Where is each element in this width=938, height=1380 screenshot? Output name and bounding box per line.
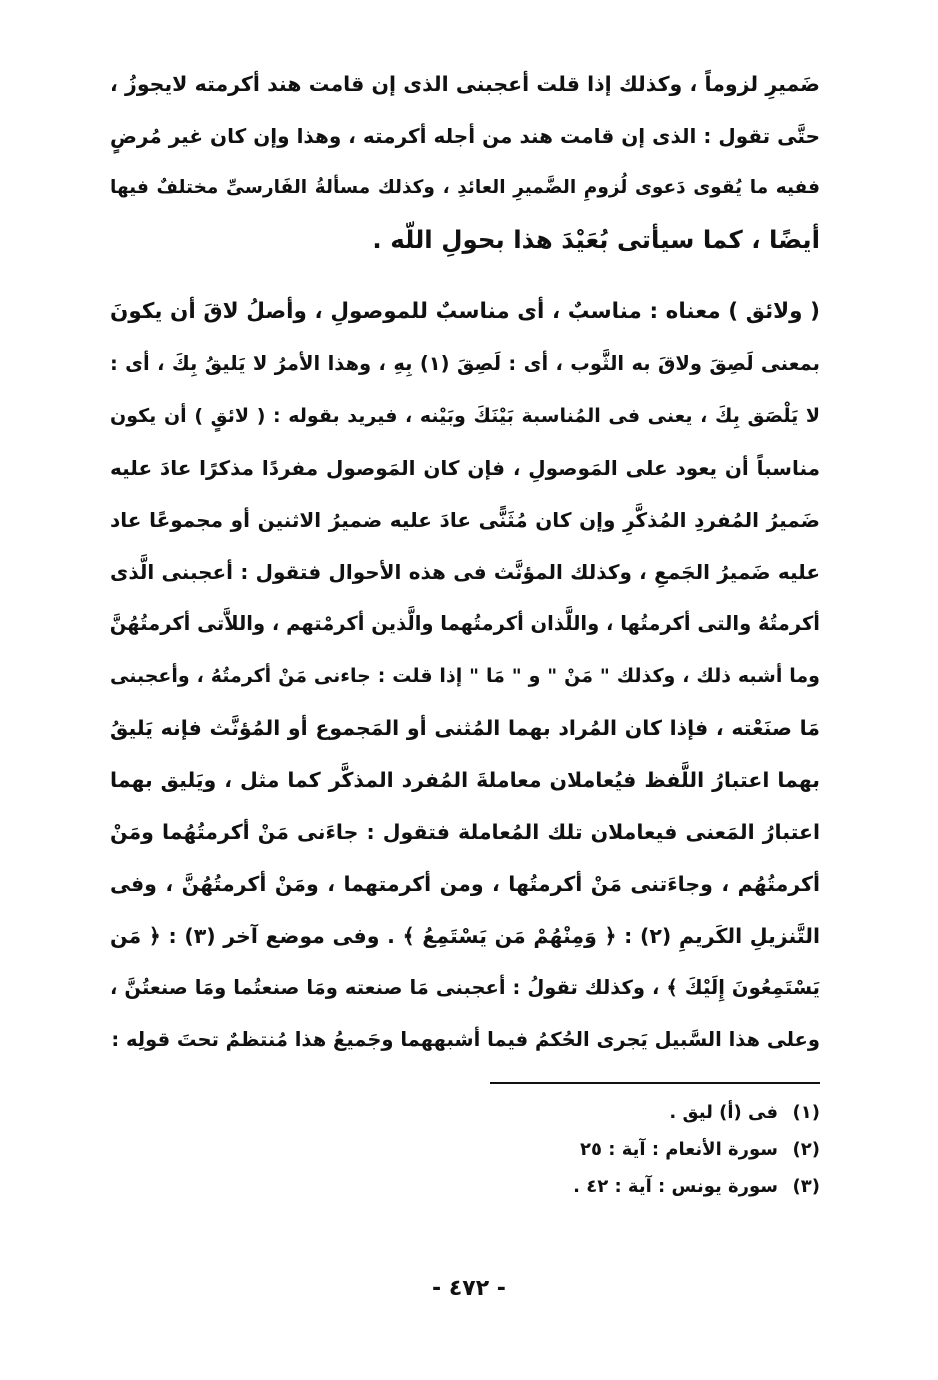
footnote-number: (٢) — [792, 1139, 820, 1160]
text-line: ضَميرِ لزوماً ، وكذلك إذا قلت أعجبنى الذى إن قامت هند أكرمته لايجوزُ ، — [110, 72, 820, 96]
footnote — [320, 1094, 820, 1131]
text-line: أكرمتُهُ والتى أكرمتُها ، واللَّذان أكرمتُهما والَّذين أكرمْتهم ، واللاَّتى أكرمتُهُنَّ — [109, 612, 820, 635]
text-line: ففيه ما يُقوى دَعوى لُزومِ الضَّميرِ العائدِ ، وكذلك مسألةُ الفَارسىِّ مختلفٌ فيها — [110, 177, 820, 198]
footnote-number: (١) — [792, 1102, 820, 1123]
footnote-text: سورة الأنعام : آية : ٢٥ — [580, 1139, 778, 1160]
footnote-text: فى (أ) ليق . — [669, 1102, 778, 1123]
text-line: أكرمتُهُم ، وجاءَتنى مَنْ أكرمتُها ، ومن أكرمتهما ، ومَنْ أكرمتُهُنَّ ، وفى — [110, 872, 820, 896]
text-line: يَسْتَمِعُونَ إِلَيْكَ ﴾ ، وكذلك تقولُ : أعجبنى مَا صنعته ومَا صنعتُما ومَا صنعتُنَّ ، — [110, 976, 820, 999]
footnote-text: سورة يونس : آية : ٤٢ . — [573, 1176, 778, 1197]
footnote — [320, 1168, 820, 1205]
text-line: بهما اعتبارُ اللَّفظ فيُعاملان معاملةَ المُفرد المذكَّر كما مثل ، ويَليق بهما — [110, 768, 820, 792]
text-line: مَا صنَعْته ، فإذا كان المُراد بهما المُثنى أو المَجموع أو المُؤنَّث فإنه يَليقُ — [110, 716, 820, 740]
footnotes — [320, 1094, 820, 1205]
paragraph-2 — [110, 286, 820, 1066]
text-line: ضَميرُ المُفردِ المُذكَّرِ وإن كان مُثَنًّى عادَ عليه ضميرُ الاثنين أو مجموعًا عاد — [110, 508, 820, 532]
text-line: لا يَلْصَق بِكَ ، يعنى فى المُناسبة بَيْنَكَ وبَيْنه ، فيريد بقوله : ( لائقٍ ) أن يكون — [110, 405, 820, 427]
text-line: مناسباً أن يعود على المَوصولِ ، فإن كان المَوصول مفردًا مذكرًا عادَ عليه — [110, 456, 820, 480]
paragraph-1 — [110, 58, 820, 266]
footnote-divider — [490, 1082, 820, 1084]
footnote — [320, 1131, 820, 1168]
text-line: عليه ضَميرُ الجَمعِ ، وكذلك المؤنَّث فى هذه الأحوال فتقول : أعجبنى الَّذى — [110, 560, 820, 584]
page-number: - ٤٧٢ - — [432, 1276, 506, 1301]
text-line: ( ولائق ) معناه : مناسبٌ ، أى مناسبٌ للموصولِ ، وأصلُ لاقَ أن يكونَ — [110, 299, 820, 324]
text-line: حتَّى تقول : الذى إن قامت هند من أجله أكرمته ، وهذا وإن كان غير مُرضٍ — [110, 124, 820, 148]
text-line: وما أشبه ذلك ، وكذلك " مَنْ " و " مَا " إذا قلت : جاءنى مَنْ أكرمتُهُ ، وأعجبنى — [110, 665, 820, 687]
footnote-number: (٣) — [792, 1176, 820, 1197]
text-line: أيضًا ، كما سيأتى بُعَيْدَ هذا بحولِ اللّه . — [372, 225, 820, 254]
text-line: وعلى هذا السَّبيل يَجرى الحُكمُ فيما أشبههما وجَميعُ هذا مُنتظمٌ تحتَ قولِه : — [111, 1028, 820, 1051]
text-line: اعتبارُ المَعنى فيعاملان تلك المُعاملة فتقول : جاءَنى مَنْ أكرمتُهُما ومَنْ — [110, 820, 820, 844]
text-line: بمعنى لَصِقَ ولاقَ به الثَّوب ، أى : لَصِقَ (١) بِهِ ، وهذا الأمرُ لا يَليقُ بِكَ ، أى : — [110, 352, 820, 375]
text-line: التَّنزيلِ الكَريمِ (٢) : ﴿ وَمِنْهُمْ مَن يَسْتَمِعُ ﴾ . وفى موضع آخر (٣) : ﴿ مَن — [110, 924, 820, 948]
